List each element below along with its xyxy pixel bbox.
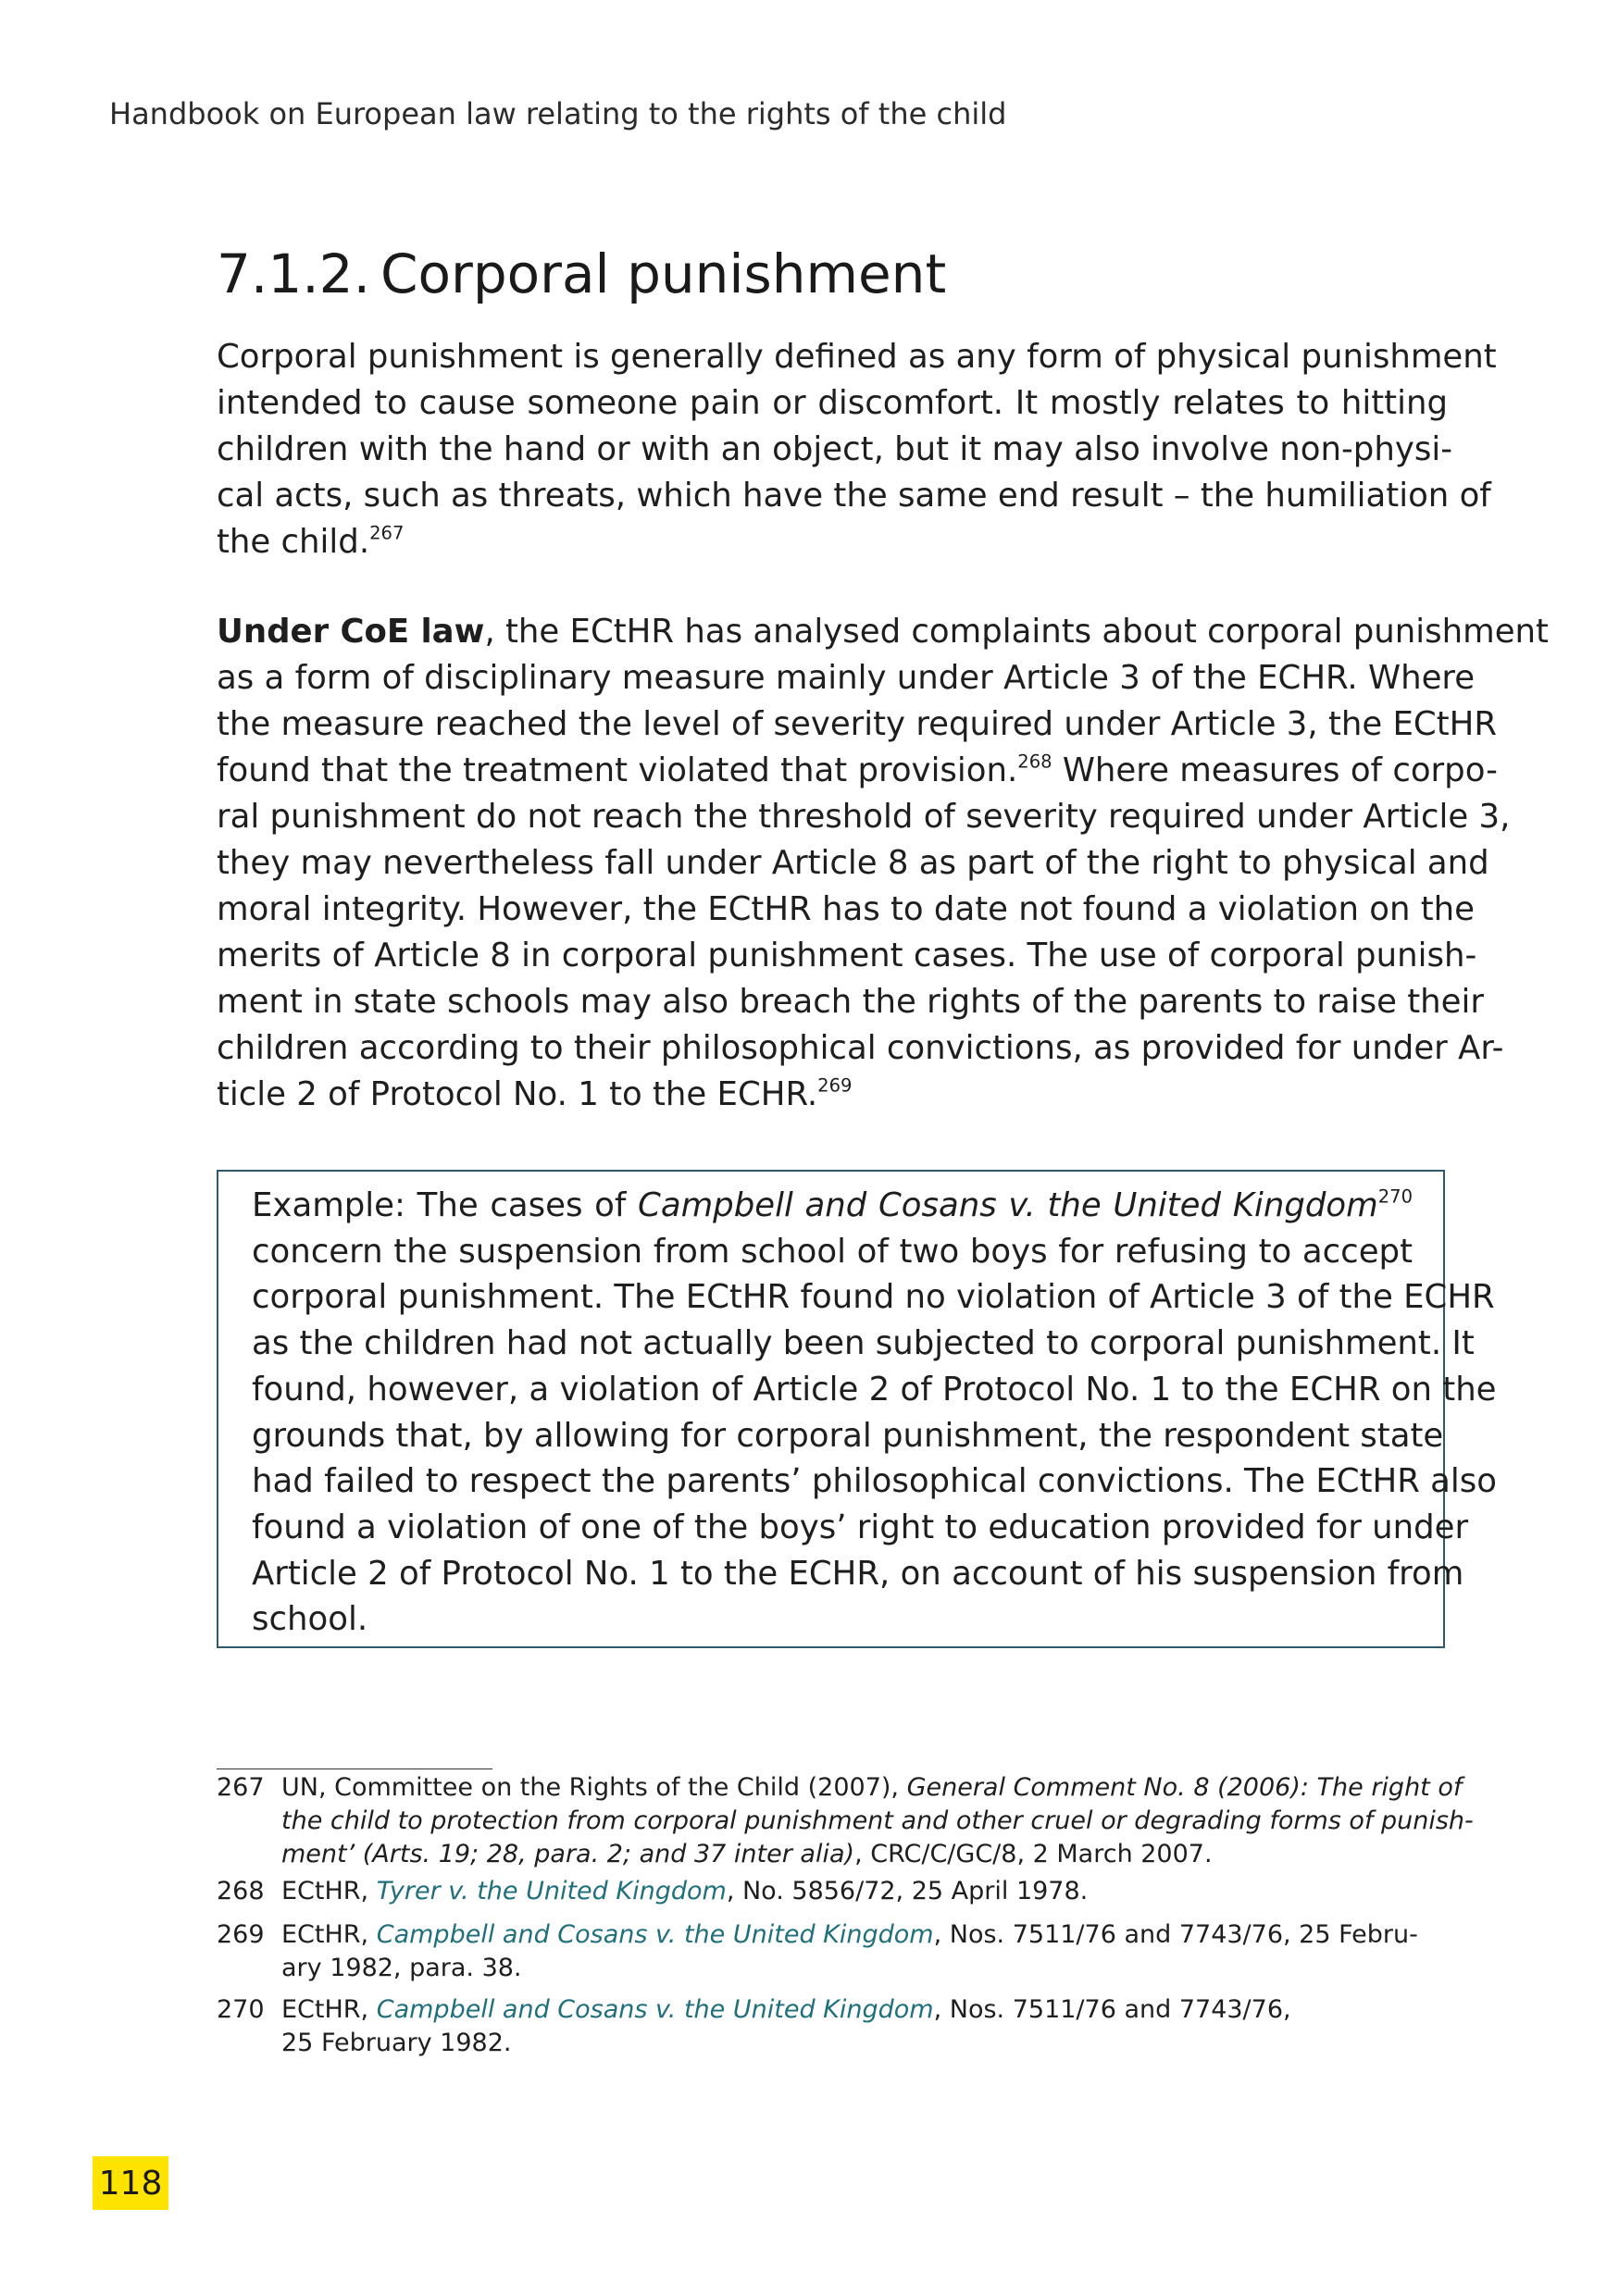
text-fragment: ECtHR, bbox=[281, 1995, 377, 2024]
text-line: children with the hand or with an object, but it may also involve non-physi- bbox=[217, 430, 1453, 468]
text-fragment: ticle 2 of Protocol No. 1 to the ECHR. bbox=[217, 1075, 818, 1113]
footnote-ref-269[interactable]: 269 bbox=[817, 1074, 853, 1097]
text-line bbox=[252, 1183, 1413, 1229]
footnote-body bbox=[281, 1993, 1446, 2060]
text-line bbox=[217, 609, 1549, 655]
text-fragment: UN, Committee on the Rights of the Child (2007), bbox=[281, 1773, 907, 1802]
text-line: moral integrity. However, the ECtHR has to date not found a violation on the bbox=[217, 890, 1476, 928]
footnote-body bbox=[281, 1918, 1446, 1985]
example-box bbox=[217, 1170, 1497, 1648]
text-fragment: , Nos. 7511/76 and 7743/76, 25 Febru- bbox=[933, 1920, 1418, 1949]
text-fragment: , the ECtHR has analysed complaints about corporal punishment bbox=[484, 613, 1549, 651]
footnote-number: 267 bbox=[217, 1773, 265, 1802]
section-title: Corporal punishment bbox=[380, 242, 947, 305]
footnote-number: 268 bbox=[217, 1877, 265, 1905]
text-line: ment in state schools may also breach the rights of the parents to raise their bbox=[217, 983, 1484, 1021]
text-line: children according to their philosophical convictions, as provided for under Ar- bbox=[217, 1029, 1504, 1067]
text-line: concern the suspension from school of two boys for refusing to accept bbox=[252, 1232, 1413, 1271]
text-line: found a violation of one of the boys’ right to education provided for under bbox=[252, 1508, 1469, 1546]
text-line bbox=[281, 1993, 1446, 2027]
text-fragment: found that the treatment violated that provision. bbox=[217, 751, 1018, 789]
italic-title: General Comment No. 8 (2006): The right of bbox=[906, 1773, 1463, 1802]
text-fragment: , Nos. 7511/76 and 7743/76, bbox=[933, 1995, 1291, 2024]
text-line bbox=[217, 519, 1448, 565]
text-line bbox=[281, 1771, 1463, 1805]
footnote-number: 270 bbox=[217, 1995, 265, 2024]
text-line: had failed to respect the parents’ philosophical convictions. The ECtHR also bbox=[252, 1462, 1497, 1501]
text-line bbox=[281, 1838, 1446, 1871]
text-line: cal acts, such as threats, which have the same end result – the humiliation of bbox=[217, 477, 1491, 515]
text-fragment: ECtHR, bbox=[281, 1920, 377, 1949]
text-line bbox=[281, 1918, 1446, 1952]
italic-title: the child to protection from corporal punishment and other cruel or degrading forms of punish- bbox=[281, 1806, 1474, 1835]
text-line: corporal punishment. The ECtHR found no violation of Article 3 of the ECHR bbox=[252, 1278, 1495, 1317]
text-fragment: Example: The cases of bbox=[252, 1186, 639, 1224]
text-line: Article 2 of Protocol No. 1 to the ECHR, on account of his suspension from bbox=[252, 1554, 1464, 1593]
footnote-ref-270[interactable]: 270 bbox=[1377, 1185, 1413, 1208]
text-fragment: Where measures of corpo- bbox=[1052, 751, 1498, 789]
text-fragment: , CRC/C/GC/8, 2 March 2007. bbox=[854, 1840, 1213, 1868]
text-line: the measure reached the level of severity required under Article 3, the ECtHR bbox=[217, 705, 1497, 743]
section-heading bbox=[217, 242, 946, 305]
text-line bbox=[281, 1875, 1446, 1908]
text-line: found, however, a violation of Article 2 of Protocol No. 1 to the ECHR on the bbox=[252, 1370, 1497, 1409]
text-line bbox=[217, 748, 1498, 794]
case-link-tyrer[interactable]: Tyrer v. the United Kingdom bbox=[376, 1877, 727, 1905]
text-line: they may nevertheless fall under Article 8 as part of the right to physical and bbox=[217, 844, 1489, 882]
text-line: as the children had not actually been subjected to corporal punishment. It bbox=[252, 1324, 1475, 1363]
running-header: Handbook on European law relating to the rights of the child bbox=[109, 96, 1007, 131]
text-line: grounds that, by allowing for corporal punishment, the respondent state bbox=[252, 1416, 1444, 1455]
text-line: ral punishment do not reach the threshold of severity required under Article 3, bbox=[217, 798, 1511, 836]
text-line bbox=[281, 1805, 1474, 1838]
footnote-body bbox=[281, 1771, 1474, 1871]
case-link-campbell[interactable]: Campbell and Cosans v. the United Kingdom bbox=[376, 1995, 934, 2024]
text-line: intended to cause someone pain or discomfort. It mostly relates to hitting bbox=[217, 384, 1448, 422]
example-text bbox=[252, 1183, 1497, 1643]
case-link-campbell[interactable]: Campbell and Cosans v. the United Kingdom bbox=[376, 1920, 934, 1949]
bold-lead: Under CoE law bbox=[217, 613, 485, 651]
text-line: as a form of disciplinary measure mainly under Article 3 of the ECHR. Where bbox=[217, 659, 1476, 697]
text-line bbox=[217, 1072, 1448, 1118]
case-name: Campbell and Cosans v. the United Kingdom bbox=[638, 1186, 1378, 1224]
footnote-body bbox=[281, 1875, 1446, 1908]
text-line: school. bbox=[252, 1600, 368, 1639]
paragraph-definition bbox=[217, 334, 1497, 565]
page-number: 118 bbox=[93, 2156, 168, 2210]
text-fragment: ECtHR, bbox=[281, 1877, 377, 1905]
text-fragment: , No. 5856/72, 25 April 1978. bbox=[726, 1877, 1089, 1905]
footnote-ref-267[interactable]: 267 bbox=[369, 522, 405, 544]
text-line: merits of Article 8 in corporal punishment cases. The use of corporal punish- bbox=[217, 937, 1477, 974]
footnote-ref-268[interactable]: 268 bbox=[1017, 751, 1052, 773]
italic-title: ment’ (Arts. 19; 28, para. 2; and 37 inter alia) bbox=[281, 1840, 855, 1868]
text-line: ary 1982, para. 38. bbox=[281, 1954, 522, 1982]
footnote-number: 269 bbox=[217, 1920, 265, 1949]
section-number: 7.1.2. bbox=[217, 242, 371, 305]
text-fragment: the child. bbox=[217, 523, 370, 561]
text-line: 25 February 1982. bbox=[281, 2029, 512, 2057]
paragraph-coe-law bbox=[217, 609, 1549, 1118]
text-line: Corporal punishment is generally defined as any form of physical punishment bbox=[217, 338, 1497, 376]
